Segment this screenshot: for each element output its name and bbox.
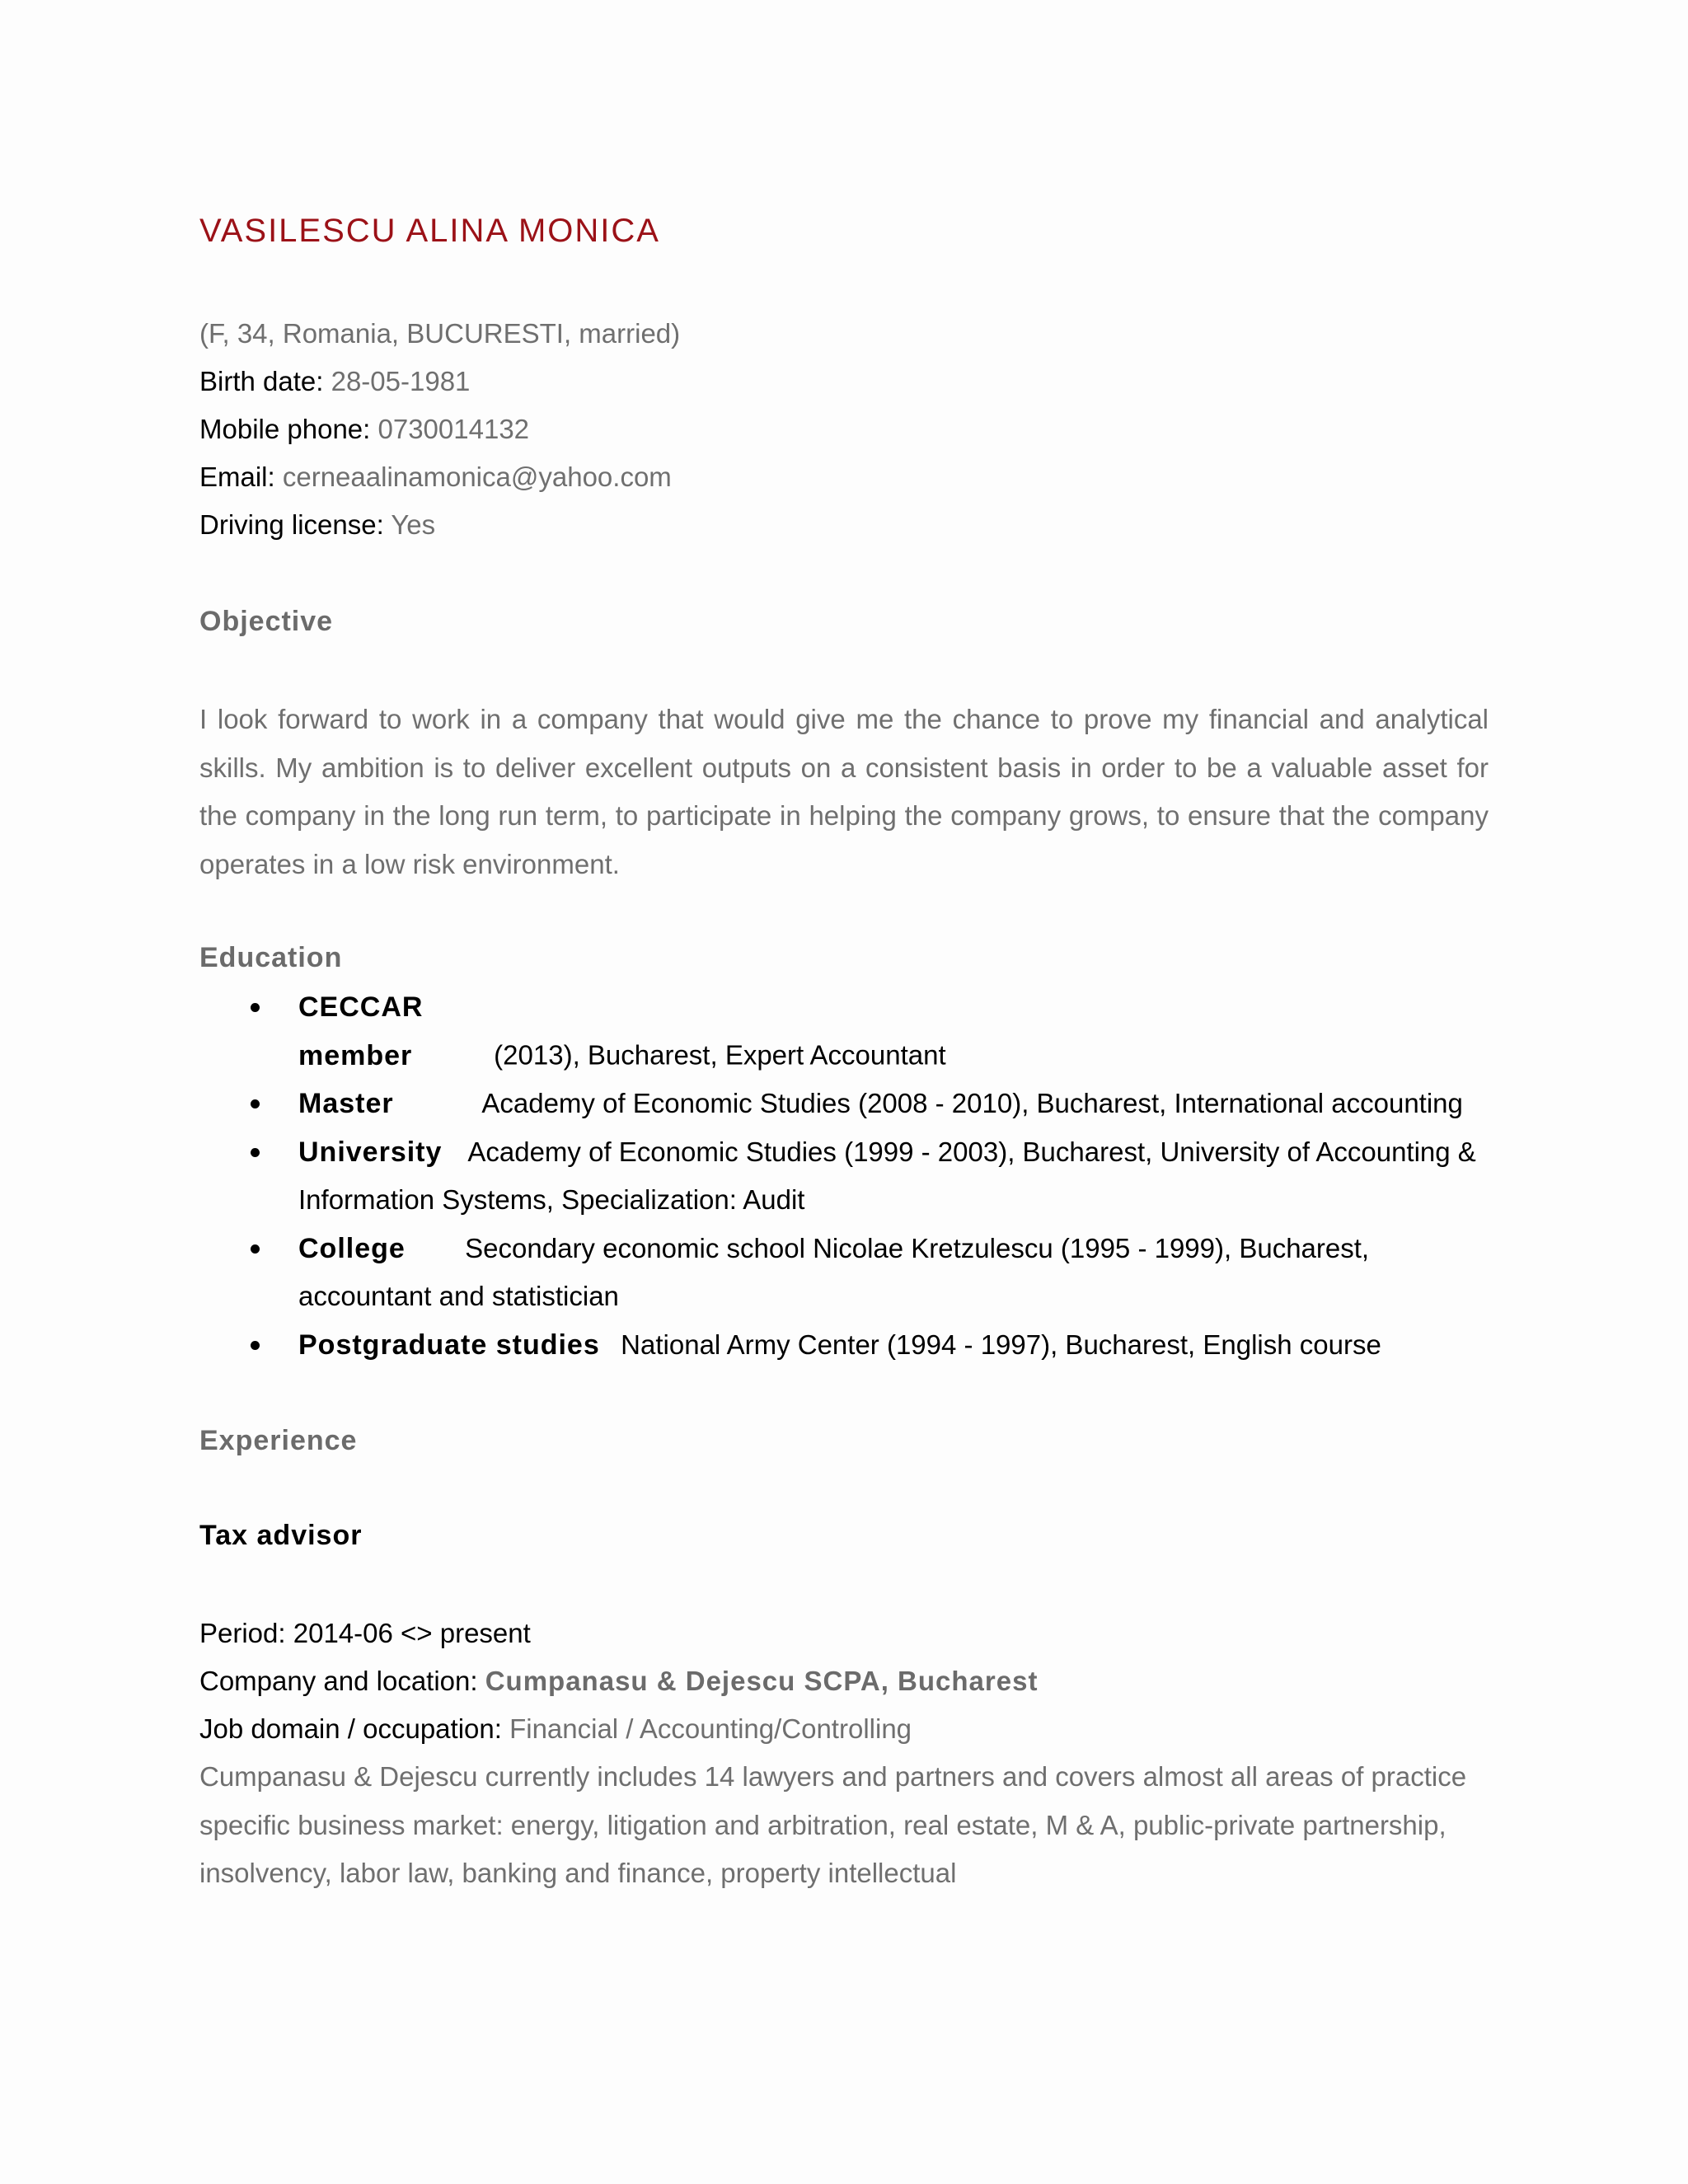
bullet-icon <box>251 1341 260 1350</box>
bullet-icon <box>251 1148 260 1157</box>
mobile-phone-row <box>199 405 529 453</box>
education-title: Master <box>298 1088 394 1119</box>
job-domain-label: Job domain / occupation: <box>199 1713 502 1744</box>
experience-heading: Experience <box>199 1425 358 1456</box>
driving-license-label: Driving license: <box>199 509 384 540</box>
education-heading: Education <box>199 942 343 973</box>
education-title: CECCAR member <box>298 991 424 1071</box>
education-title: University <box>298 1136 443 1168</box>
period-value: 2014-06 <> present <box>293 1618 531 1648</box>
objective-text: I look forward to work in a company that would give me the chance to prove my financial and analytical skills. My ambition is to deliver excellent outputs on a consistent basis in order to be a valuable asset for the company in the long run term, to participate in helping the company grows, to ensure that the company operates in a low risk environment. <box>199 704 1489 879</box>
company-description: Cumpanasu & Dejescu currently includes 14 lawyers and partners and covers almost all areas of practice specific business market: energy, litigation and arbitration, real estate, M & A, public-private partnership, insolvency, labor law, banking and finance, property intellectual <box>199 1761 1467 1888</box>
company-row <box>199 1657 1038 1705</box>
education-item <box>199 1128 1489 1225</box>
education-item <box>199 1225 1489 1321</box>
job-title: Tax advisor <box>199 1520 363 1551</box>
birth-date-value: 28-05-1981 <box>331 366 471 396</box>
email-row <box>199 453 672 501</box>
education-detail: Academy of Economic Studies (2008 - 2010), Bucharest, International accounting <box>481 1088 1463 1118</box>
mobile-phone-label: Mobile phone: <box>199 414 371 444</box>
education-detail: National Army Center (1994 - 1997), Bucharest, English course <box>621 1329 1381 1360</box>
education-item <box>199 1080 1489 1128</box>
birth-date-label: Birth date: <box>199 366 324 396</box>
mobile-phone-value: 0730014132 <box>377 414 530 444</box>
education-detail: (2013), Bucharest, Expert Accountant <box>494 1039 946 1071</box>
company-name: Cumpanasu & Dejescu SCPA, Bucharest <box>485 1666 1039 1696</box>
candidate-name: VASILESCU ALINA MONICA <box>199 213 660 249</box>
education-detail: Secondary economic school Nicolae Kretzulescu (1995 - 1999), Bucharest, accountant and statistician <box>298 1232 1370 1311</box>
education-detail: Academy of Economic Studies (1999 - 2003), Bucharest, University of Accounting & Information Systems, Specialization: Audit <box>298 1136 1476 1215</box>
objective-heading: Objective <box>199 606 334 637</box>
period-row <box>199 1610 531 1657</box>
driving-license-value: Yes <box>391 509 436 540</box>
period-label: Period: <box>199 1618 286 1648</box>
bullet-icon <box>251 1099 260 1108</box>
job-domain-value: Financial / Accounting/Controlling <box>509 1713 912 1744</box>
education-title: Postgraduate studies <box>298 1329 600 1361</box>
job-domain-row <box>199 1705 912 1753</box>
personal-summary: (F, 34, Romania, BUCURESTI, married) <box>199 318 681 349</box>
education-title: College <box>298 1232 406 1264</box>
bullet-icon <box>251 1244 260 1254</box>
bullet-icon <box>251 1003 260 1012</box>
email-value: cerneaalinamonica@yahoo.com <box>282 462 672 492</box>
education-list <box>199 983 1489 1369</box>
company-label: Company and location: <box>199 1666 478 1696</box>
education-item <box>199 1321 1489 1370</box>
birth-date-row <box>199 358 470 405</box>
driving-license-row <box>199 501 435 549</box>
education-item <box>199 983 1489 1080</box>
email-label: Email: <box>199 462 275 492</box>
